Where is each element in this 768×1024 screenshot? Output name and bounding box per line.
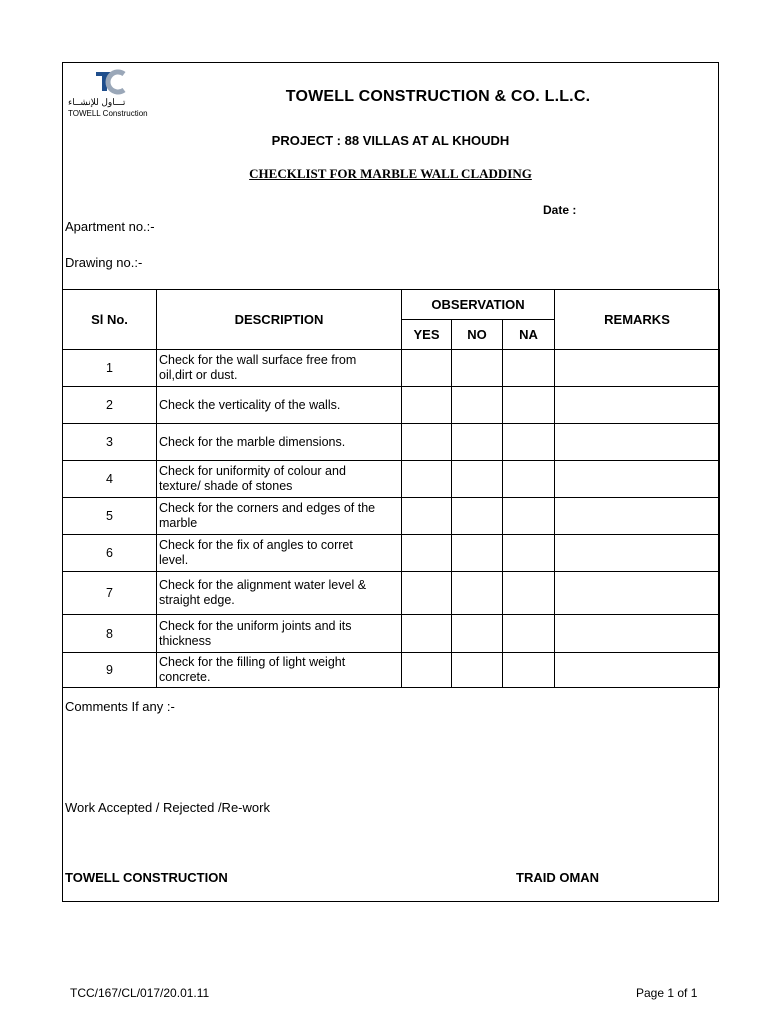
remarks-cell[interactable] (555, 387, 720, 424)
header-sl-no: Sl No. (63, 290, 157, 350)
row-description (157, 387, 402, 424)
no-cell[interactable] (452, 572, 503, 615)
na-cell[interactable] (503, 653, 555, 688)
remarks-cell[interactable] (555, 653, 720, 688)
table-row (63, 615, 720, 653)
header-remarks: REMARKS (555, 290, 720, 350)
no-cell[interactable] (452, 350, 503, 387)
na-cell[interactable] (503, 424, 555, 461)
na-cell[interactable] (503, 615, 555, 653)
no-cell[interactable] (452, 498, 503, 535)
page-number: Page 1 of 1 (636, 986, 698, 1000)
company-name: TOWELL CONSTRUCTION & CO. L.L.C. (285, 88, 591, 105)
na-cell[interactable] (503, 572, 555, 615)
row-number: 5 (63, 498, 157, 535)
no-cell[interactable] (452, 424, 503, 461)
row-description-line: level. (159, 553, 189, 567)
row-description-line: straight edge. (159, 593, 235, 607)
row-number: 1 (63, 350, 157, 387)
row-number: 9 (63, 653, 157, 688)
row-description-line: marble (159, 516, 198, 530)
row-description-line: concrete. (159, 670, 211, 684)
table-row (63, 387, 720, 424)
table-row (63, 653, 720, 688)
header-na: NA (503, 320, 555, 350)
no-cell[interactable] (452, 535, 503, 572)
row-description-line: Check for the alignment water level & (159, 578, 367, 592)
row-description-line: oil,dirt or dust. (159, 368, 238, 382)
no-cell[interactable] (452, 387, 503, 424)
no-cell[interactable] (452, 615, 503, 653)
row-number: 2 (63, 387, 157, 424)
work-status-label: Work Accepted / Rejected /Re-work (65, 800, 270, 815)
row-number: 3 (63, 424, 157, 461)
header-yes: YES (402, 320, 452, 350)
apartment-no-label: Apartment no.:- (65, 219, 155, 234)
row-description-line: thickness (159, 633, 212, 648)
remarks-cell[interactable] (555, 350, 720, 387)
yes-cell[interactable] (402, 572, 452, 615)
row-description-line: Check for the filling of light weight (159, 655, 346, 669)
remarks-cell[interactable] (555, 461, 720, 498)
row-description-line: texture/ shade of stones (159, 479, 293, 493)
na-cell[interactable] (503, 350, 555, 387)
row-description (157, 461, 402, 498)
yes-cell[interactable] (402, 461, 452, 498)
logo-name-text: TOWELL Construction (68, 109, 148, 118)
signature-left: TOWELL CONSTRUCTION (65, 870, 228, 885)
na-cell[interactable] (503, 498, 555, 535)
date-label: Date : (543, 203, 577, 217)
remarks-cell[interactable] (555, 615, 720, 653)
row-description-line: Check for the uniform joints and its (159, 618, 352, 633)
table-row (63, 424, 720, 461)
row-description-line: Check the verticality of the walls. (159, 397, 341, 412)
checklist-table (62, 289, 720, 688)
signature-right: TRAID OMAN (516, 870, 600, 885)
row-description-line: Check for the fix of angles to corret (159, 538, 353, 552)
row-description-line: Check for the corners and edges of the (159, 501, 376, 515)
no-cell[interactable] (452, 653, 503, 688)
header-no: NO (452, 320, 503, 350)
row-description (157, 350, 402, 387)
yes-cell[interactable] (402, 387, 452, 424)
table-row (63, 572, 720, 615)
yes-cell[interactable] (402, 653, 452, 688)
row-description (157, 653, 402, 688)
drawing-no-label: Drawing no.:- (65, 255, 143, 270)
row-description (157, 615, 402, 653)
row-description (157, 424, 402, 461)
project-title: PROJECT : 88 VILLAS AT AL KHOUDH (271, 133, 510, 148)
table-row (63, 461, 720, 498)
table-row (63, 350, 720, 387)
table-row (63, 535, 720, 572)
table-row (63, 498, 720, 535)
document-reference: TCC/167/CL/017/20.01.11 (70, 986, 210, 1000)
logo-arabic-text: تـــاول للإنشــاء (68, 97, 126, 107)
row-description-line: Check for the wall surface free from (159, 353, 357, 367)
comments-label: Comments If any :- (65, 699, 175, 714)
row-number: 6 (63, 535, 157, 572)
row-number: 7 (63, 572, 157, 615)
yes-cell[interactable] (402, 615, 452, 653)
remarks-cell[interactable] (555, 572, 720, 615)
row-description (157, 572, 402, 615)
remarks-cell[interactable] (555, 424, 720, 461)
remarks-cell[interactable] (555, 535, 720, 572)
checklist-title: CHECKLIST FOR MARBLE WALL CLADDING (249, 166, 532, 181)
yes-cell[interactable] (402, 535, 452, 572)
yes-cell[interactable] (402, 350, 452, 387)
header-description: DESCRIPTION (157, 290, 402, 350)
remarks-cell[interactable] (555, 498, 720, 535)
yes-cell[interactable] (402, 498, 452, 535)
na-cell[interactable] (503, 387, 555, 424)
row-description-line: Check for the marble dimensions. (159, 434, 346, 449)
row-description-line: Check for uniformity of colour and (159, 464, 346, 478)
row-description (157, 535, 402, 572)
header-observation: OBSERVATION (402, 290, 555, 320)
row-number: 8 (63, 615, 157, 653)
yes-cell[interactable] (402, 424, 452, 461)
na-cell[interactable] (503, 461, 555, 498)
row-number: 4 (63, 461, 157, 498)
row-description (157, 498, 402, 535)
no-cell[interactable] (452, 461, 503, 498)
na-cell[interactable] (503, 535, 555, 572)
